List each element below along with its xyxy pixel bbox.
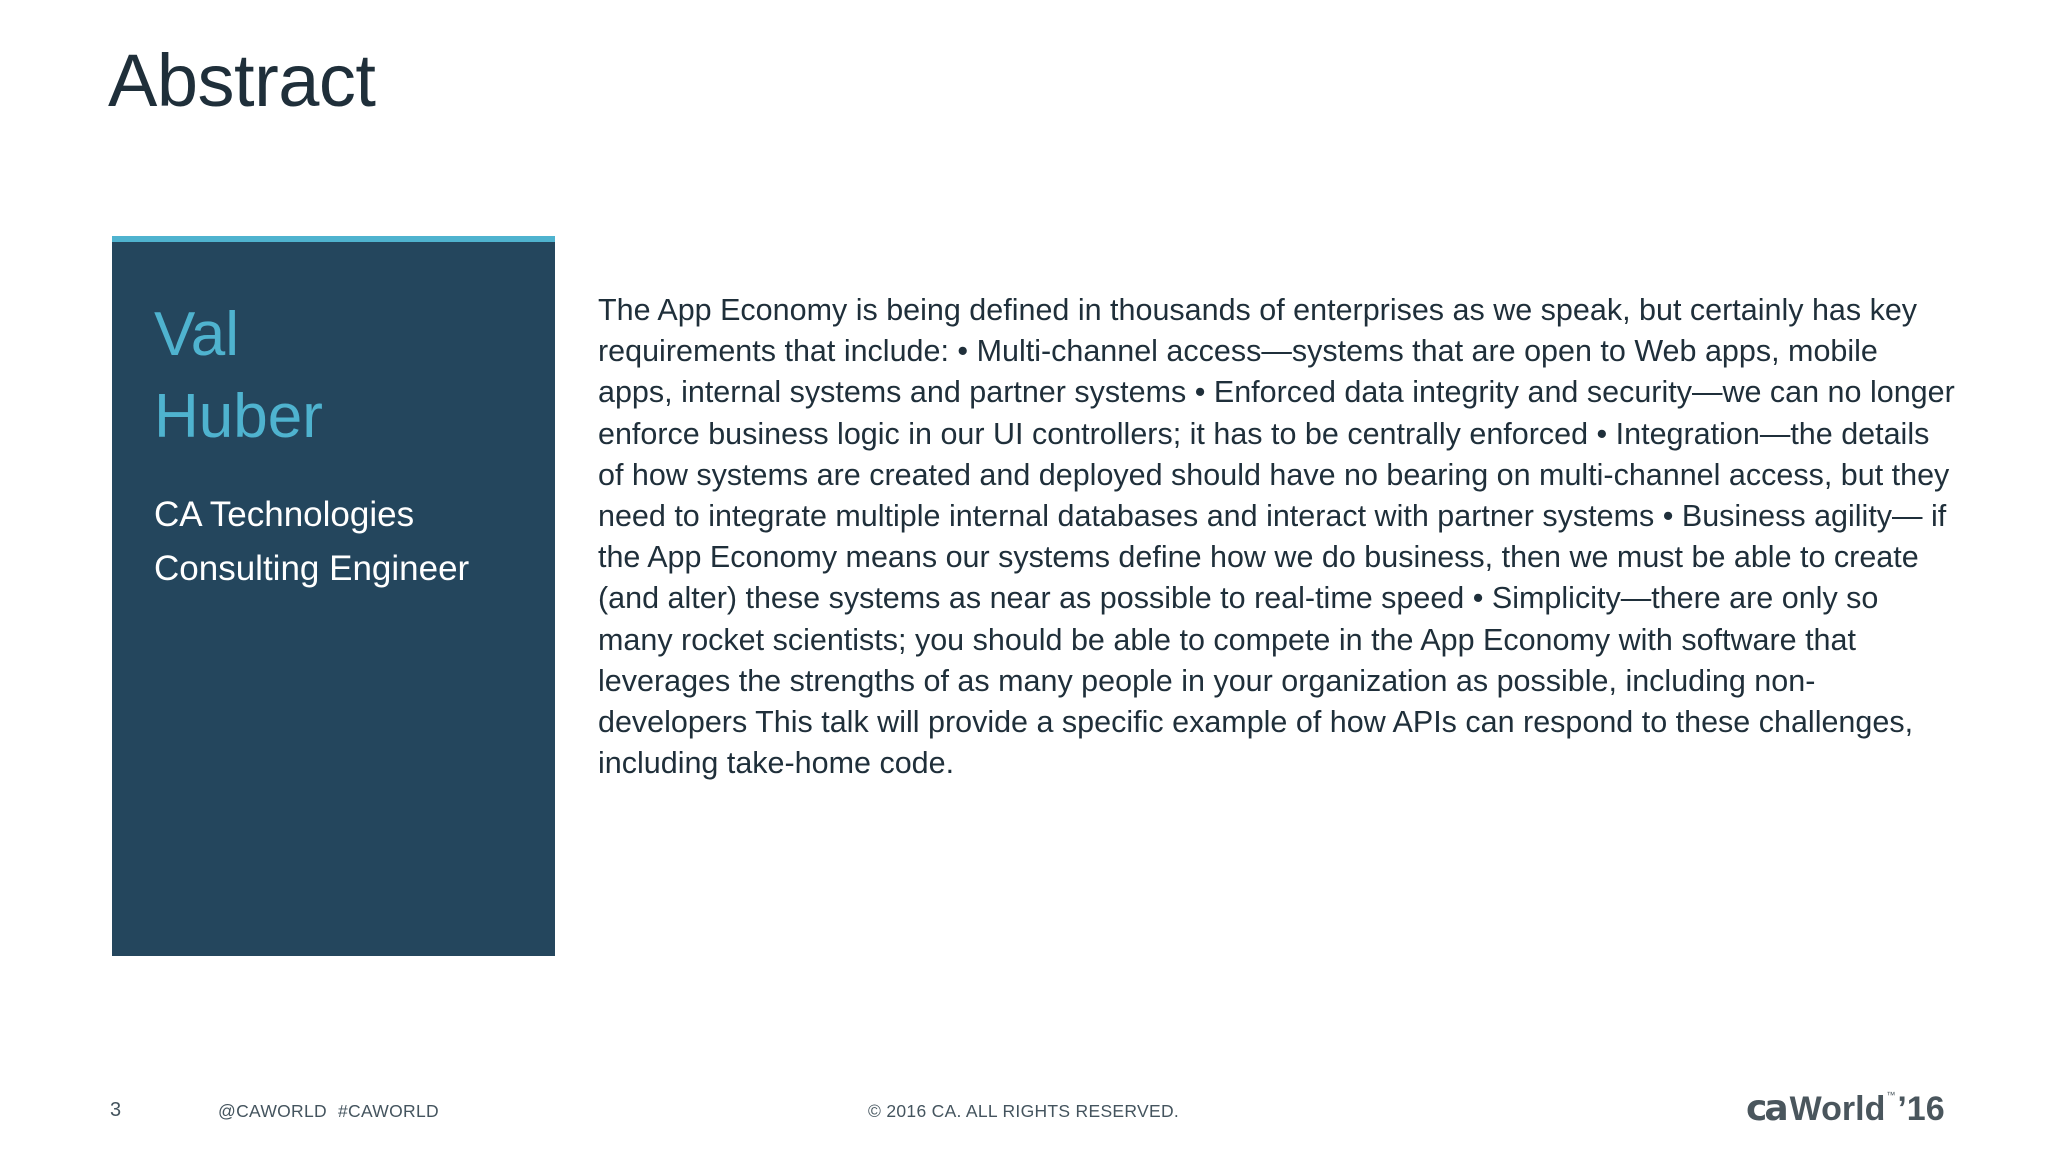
logo-word: World (1789, 1090, 1886, 1128)
ca-world-logo (1746, 1088, 1945, 1134)
logo-year: ’16 (1897, 1090, 1945, 1128)
abstract-body: The App Economy is being defined in thousands of enterprises as we speak, but certainly has key requirements that include: • Multi-channel access—systems that are open to Web apps, mobile apps, internal systems and partner systems • Enforced data integrity and security—we can no longer enforce business logic in our UI controllers; it has to be centrally enforced • Integration—the details of how systems are created and deployed should have no bearing on multi-channel access, but they need to integrate multiple internal databases and interact with partner systems • Business agility— if the App Economy means our systems define how we do business, then we must be able to create (and alter) these systems as near as possible to real-time speed • Simplicity—there are only so many rocket scientists; you should be able to compete in the App Economy with software that leverages the strengths of as many people in your organization as possible, including non-developers This talk will provide a specific example of how APIs can respond to these challenges, including take-home code. (598, 293, 1955, 781)
speaker-company: CA Technologies (154, 495, 415, 534)
speaker-first-name: Val (154, 300, 240, 369)
footer-copyright: © 2016 CA. ALL RIGHTS RESERVED. (868, 1101, 1180, 1121)
speaker-last-name: Huber (154, 382, 323, 451)
speaker-role: Consulting Engineer (154, 549, 470, 588)
slide-title: Abstract (108, 39, 376, 122)
page-number: 3 (110, 1099, 122, 1121)
footer-hashtag: #CAWORLD (338, 1101, 439, 1121)
ca-logo-mark: ca (1746, 1088, 1786, 1129)
footer-handle: @CAWORLD (218, 1101, 327, 1121)
speaker-card (112, 236, 555, 956)
trademark-mark: ™ (1886, 1090, 1896, 1100)
slide-footer (0, 1098, 2048, 1132)
